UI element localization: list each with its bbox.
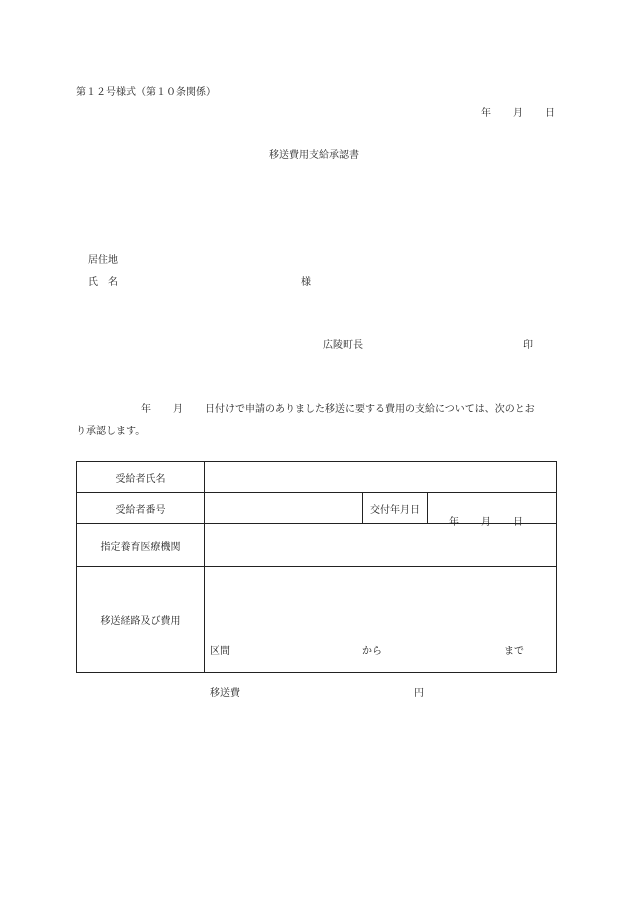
row-institution	[77, 524, 557, 567]
body-month: 月	[173, 404, 183, 415]
recipient-number-field[interactable]	[205, 493, 363, 524]
recipient-name-label: 受給者氏名	[77, 462, 205, 493]
recipient-number-label: 受給者番号	[77, 493, 205, 524]
date-month: 月	[513, 108, 523, 119]
row-route	[77, 567, 557, 673]
issuer-name: 広陵町長	[323, 340, 363, 351]
row-recipient-number	[77, 493, 557, 524]
route-label: 移送経路及び費用	[77, 567, 205, 673]
route-to: まで	[504, 645, 524, 657]
cost-label: 移送費	[210, 687, 240, 699]
section-label: 区間	[210, 645, 230, 657]
seal-mark: 印	[523, 340, 533, 351]
body-text-line1: 日付けで申請のありました移送に要する費用の支給については、次のとお	[205, 404, 535, 415]
issue-date-month: 月	[481, 517, 491, 528]
issue-date-day: 日	[513, 517, 523, 528]
institution-label: 指定養育医療機関	[77, 524, 205, 567]
route-from: から	[362, 645, 382, 657]
issue-date-field[interactable]	[428, 493, 557, 528]
body-year: 年	[141, 404, 151, 415]
row-recipient-name	[77, 462, 557, 493]
recipient-name-field[interactable]	[205, 462, 557, 493]
route-field[interactable]	[205, 567, 557, 699]
body-text-line2: り承認します。	[76, 426, 146, 437]
honorific: 様	[301, 277, 311, 288]
issue-date-label: 交付年月日	[363, 493, 428, 524]
date-year: 年	[481, 108, 491, 119]
issue-date-year: 年	[449, 517, 459, 528]
document-title: 移送費用支給承認書	[269, 150, 359, 161]
approval-table	[76, 461, 557, 699]
date-day: 日	[545, 108, 555, 119]
yen-unit: 円	[414, 687, 424, 699]
institution-field[interactable]	[205, 524, 557, 567]
name-label: 氏 名	[88, 277, 118, 288]
address-label: 居住地	[88, 255, 118, 266]
form-number: 第１２号様式（第１０条関係）	[76, 87, 216, 98]
